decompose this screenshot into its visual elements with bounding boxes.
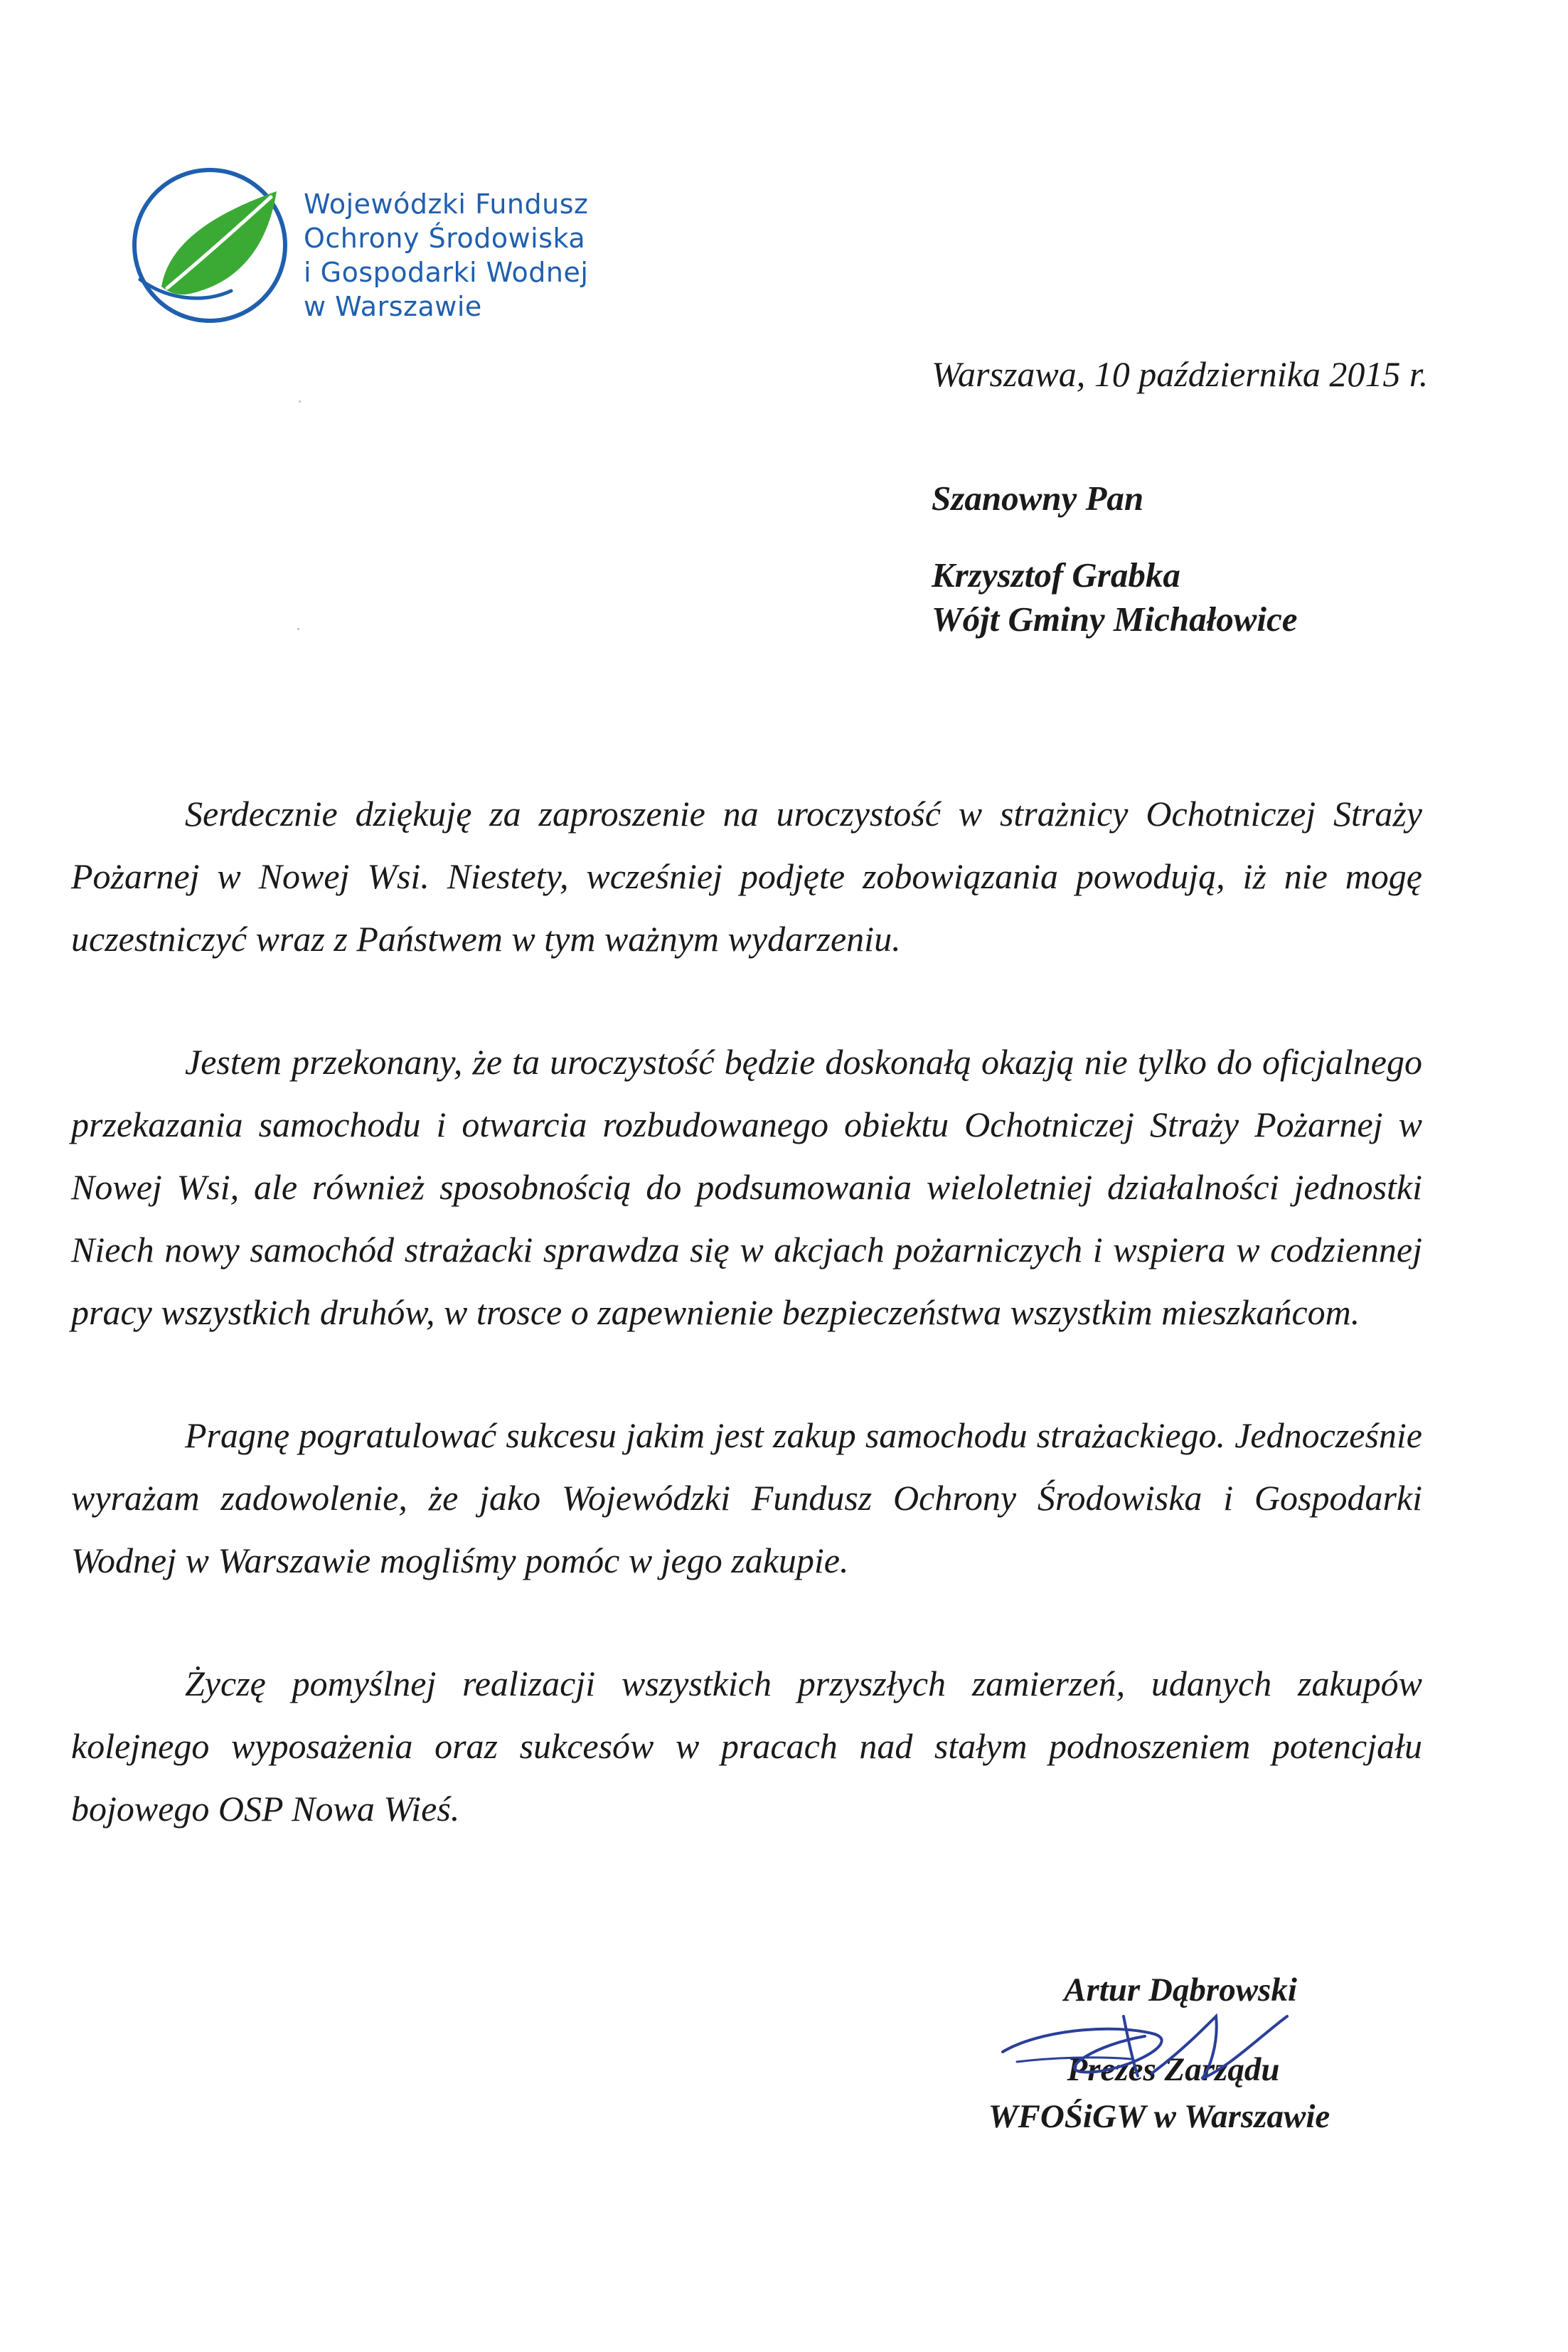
signatory-role: Prezes Zarządu bbox=[1067, 2051, 1280, 2088]
speck bbox=[299, 400, 301, 403]
speck bbox=[297, 628, 299, 630]
org-name-line: i Gospodarki Wodnej bbox=[304, 257, 589, 288]
org-name-line: Wojewódzki Fundusz bbox=[304, 188, 589, 220]
organization-name bbox=[304, 187, 588, 324]
body-paragraph: Serdecznie dziękuję za zaproszenie na uroczystość w strażnicy Ochotniczej Straży Pożarnej w Nowej Wsi. Niestety, wcześniej podjęte zobowiązania powodują, iż nie mogę uczestniczyć wraz z Państwem w tym ważnym wydarzeniu. bbox=[71, 794, 1422, 959]
leaf-logo-icon bbox=[124, 160, 295, 331]
signature-block bbox=[932, 1967, 1387, 2140]
body-paragraph: Życzę pomyślnej realizacji wszystkich przyszłych zamierzeń, udanych zakupów kolejnego wyposażenia oraz sukcesów w pracach nad stałym podnoszeniem potencjału bojowego OSP Nowa Wieś. bbox=[71, 1664, 1422, 1829]
signatory-organization: WFOŚiGW w Warszawie bbox=[988, 2098, 1330, 2135]
handwritten-signature-icon bbox=[974, 2002, 1316, 2095]
org-name-line: Ochrony Środowiska bbox=[304, 223, 586, 254]
addressee-block bbox=[932, 477, 1298, 642]
addressee-name: Krzysztof Grabka bbox=[932, 555, 1180, 595]
org-name-line: w Warszawie bbox=[304, 291, 482, 322]
addressee-title: Wójt Gminy Michałowice bbox=[932, 600, 1298, 639]
signatory-name: Artur Dąbrowski bbox=[1064, 1971, 1297, 2008]
letter-date: Warszawa, 10 października 2015 r. bbox=[932, 354, 1429, 394]
body-paragraph: Jestem przekonany, że ta uroczystość będzie doskonałą okazją nie tylko do oficjalnego przekazania samochodu i otwarcia rozbudowanego obiektu Ochotniczej Straży Pożarnej w Nowej Wsi, ale również sposobnością do podsumowania wieloletniej działalności jednostki Niech nowy samochód strażacki sprawdza się w akcjach pożarniczych i wspiera w codziennej pracy wszystkich druhów, w trosce o zapewnienie bezpieczeństwa wszystkim mieszkańcom. bbox=[71, 1042, 1422, 1332]
salutation: Szanowny Pan bbox=[932, 479, 1144, 518]
body-paragraph: Pragnę pogratulować sukcesu jakim jest zakup samochodu strażackiego. Jednocześnie wyrażam zadowolenie, że jako Wojewódzki Fundusz Ochrony Środowiska i Gospodarki Wodnej w Warszawie mogliśmy pomóc w jego zakupie. bbox=[71, 1415, 1422, 1580]
letterhead bbox=[124, 160, 764, 345]
letter-body bbox=[71, 782, 1422, 1840]
